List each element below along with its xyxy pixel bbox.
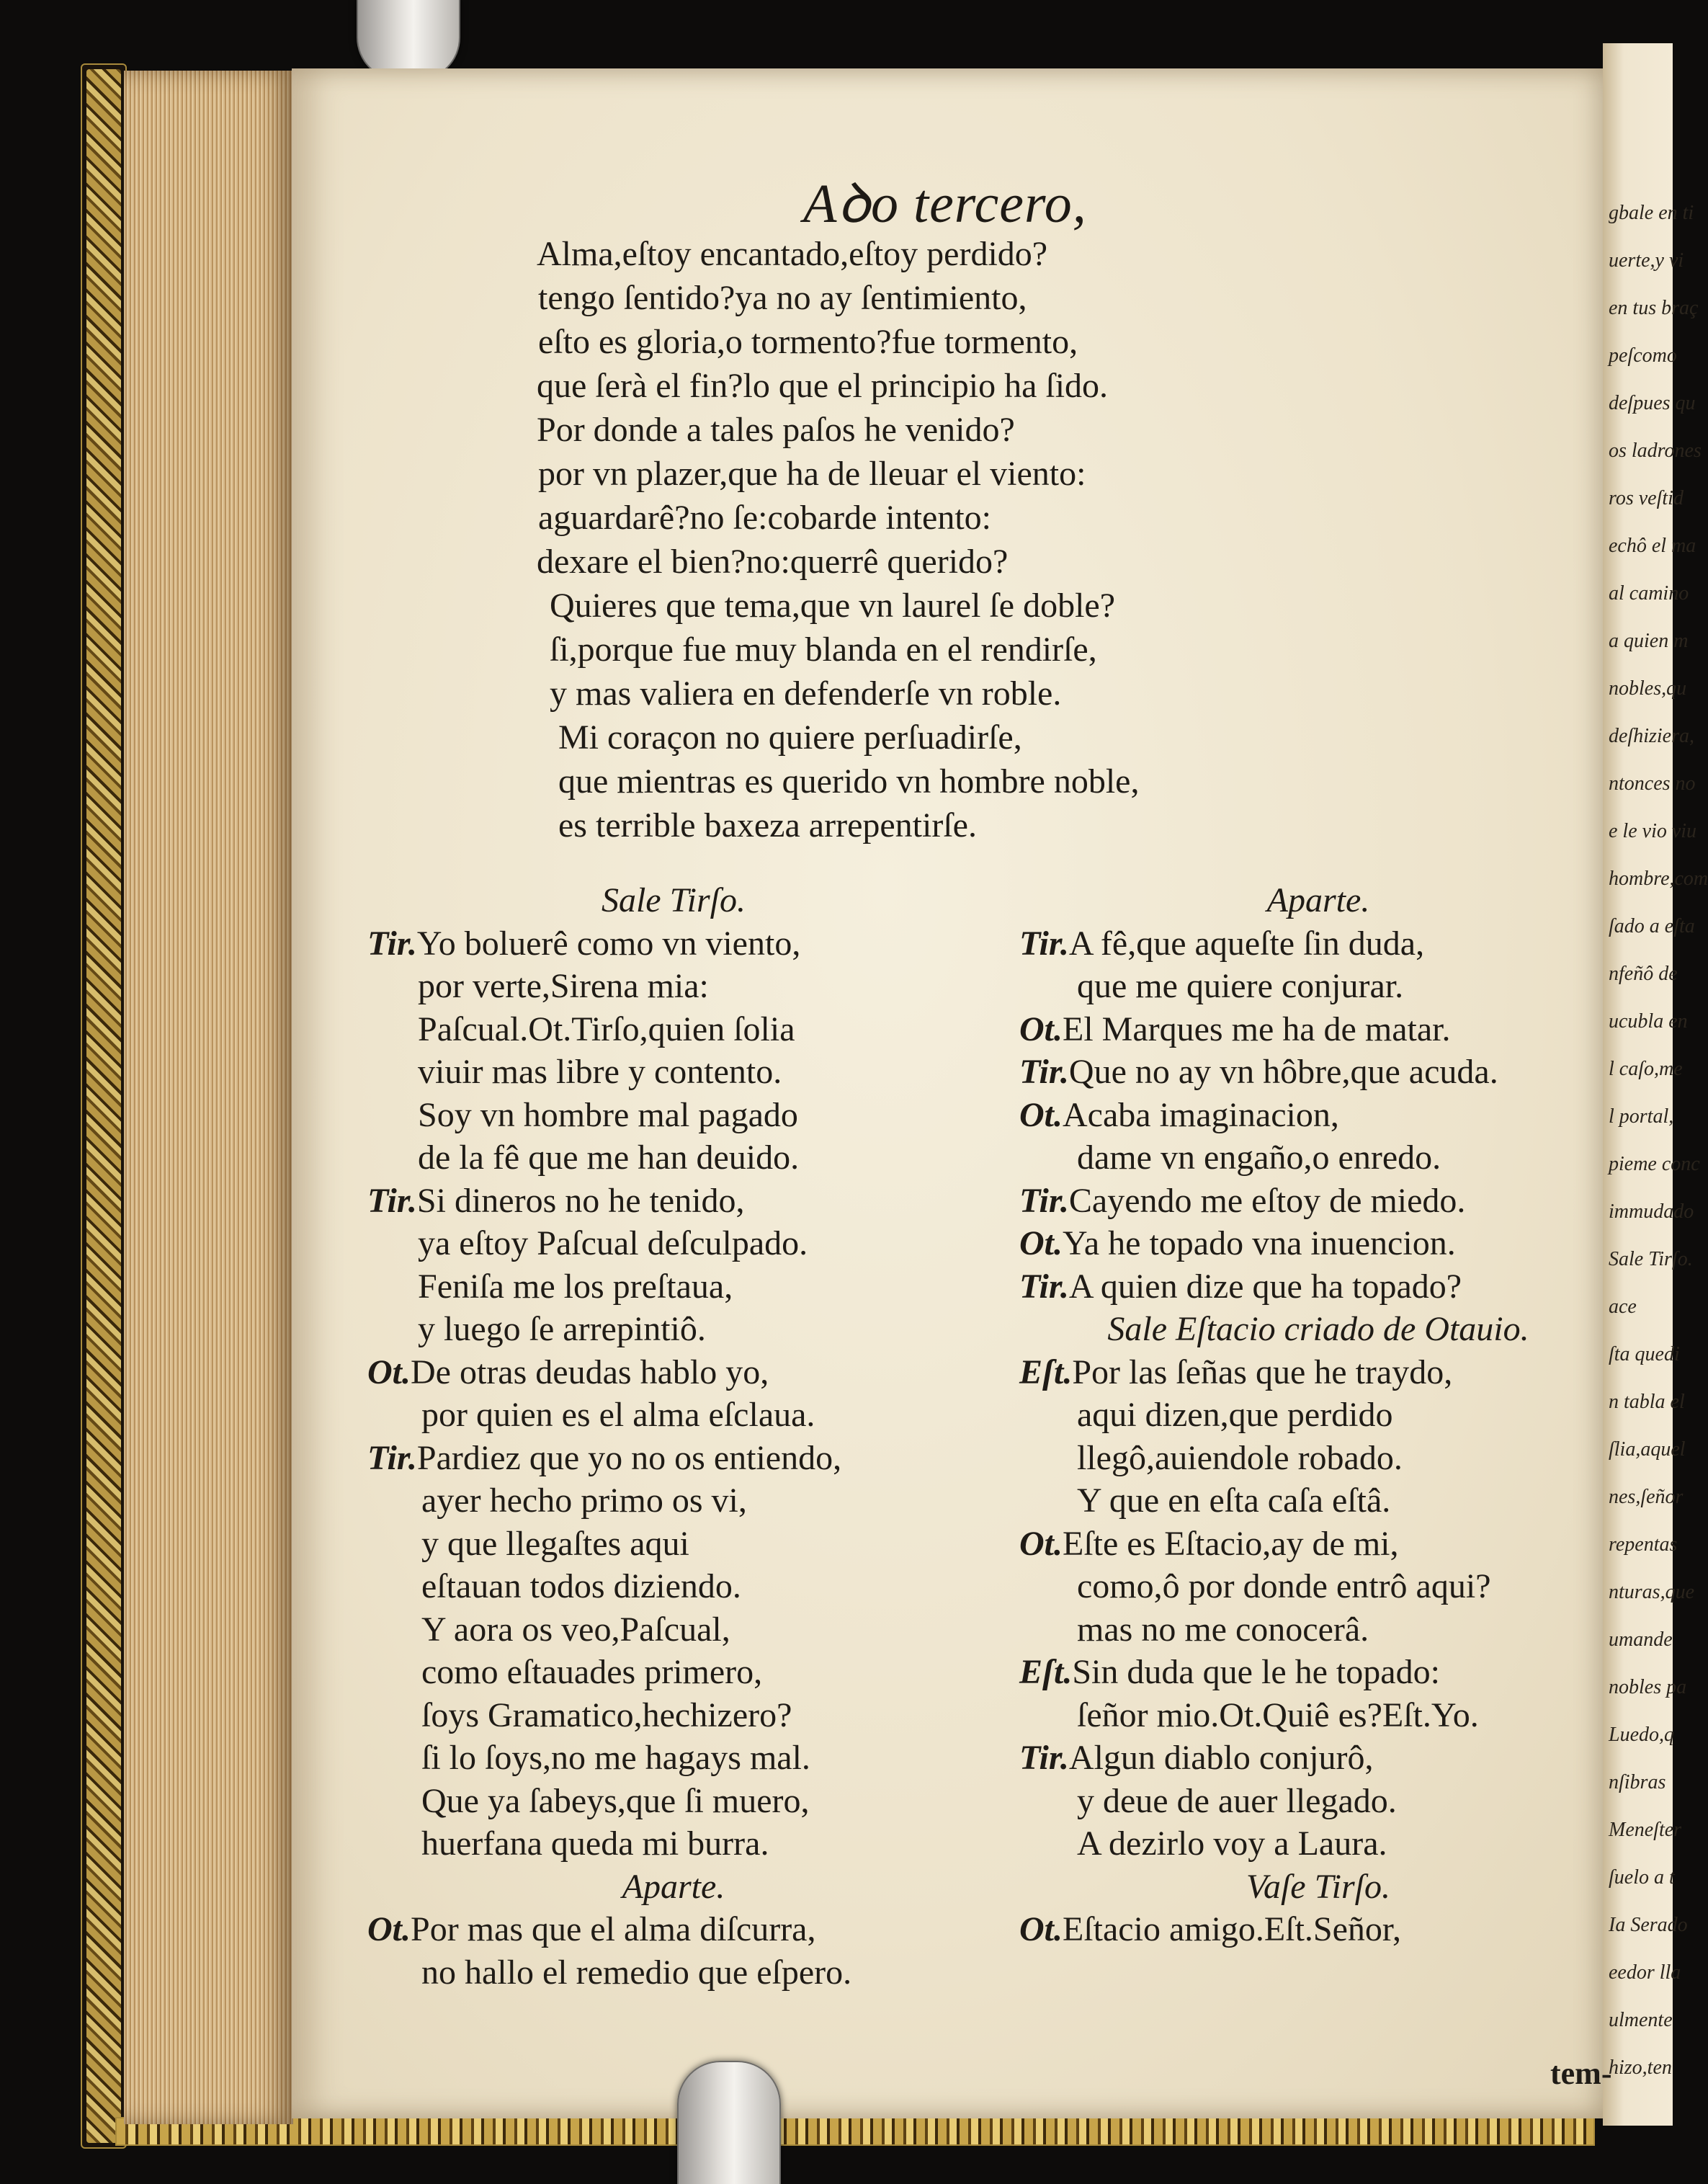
dialogue-text: Acaba imaginacion,: [1063, 1095, 1339, 1134]
facing-page-fragment: nobles,qu: [1609, 677, 1687, 700]
verse-line: es terrible baxeza arrepentirſe.: [558, 806, 977, 844]
facing-page-fragment: nturas,que: [1609, 1581, 1694, 1603]
facing-page-fragment: nobles pa: [1609, 1676, 1687, 1698]
left-column: [367, 879, 980, 1994]
facing-page-fragment: gbale en ti: [1609, 202, 1694, 224]
facing-page-fragment: ſuelo a t: [1609, 1866, 1675, 1889]
speaker-label: Ot.: [367, 1910, 411, 1948]
facing-page-fragment: ntonces no: [1609, 772, 1696, 795]
verse-line: ſi,porque fue muy blanda en el rendirſe,: [550, 630, 1097, 669]
dialogue-line: [1019, 922, 1617, 966]
dialogue-line: [367, 1437, 980, 1480]
facing-page-fragment: Luedo,q: [1609, 1724, 1674, 1746]
facing-page-fragment: repentas: [1609, 1533, 1678, 1556]
dialogue-line: [367, 1351, 980, 1394]
running-heading: Aꝺo tercero,: [803, 174, 1087, 234]
dialogue-text: Cayendo me eſtoy de miedo.: [1068, 1181, 1466, 1220]
stage-direction: Sale Tirſo.: [601, 881, 746, 919]
dialogue-line: [1019, 1908, 1617, 1951]
dialogue-line: [1019, 1180, 1617, 1223]
facing-page-fragment: n tabla el: [1609, 1391, 1685, 1413]
speaker-label: Tir.: [1019, 924, 1069, 963]
facing-page-fragment: immudado: [1609, 1200, 1694, 1223]
dialogue-continuation: ſi lo ſoys,no me hagays mal.: [421, 1739, 810, 1777]
speaker-label: Ot.: [1019, 1009, 1063, 1048]
facing-page-fragment: hombre,com: [1609, 868, 1708, 890]
dialogue-line: [367, 1180, 980, 1223]
dialogue-continuation: Que ya ſabeys,que ſi muero,: [421, 1781, 810, 1820]
dialogue-text: Sin duda que le he topado:: [1072, 1653, 1440, 1691]
dialogue-continuation: como,ô por donde entrô aqui?: [1077, 1567, 1491, 1605]
dialogue-continuation: Y aora os veo,Paſcual,: [421, 1610, 730, 1649]
dialogue-line: [1019, 1351, 1617, 1394]
dialogue-continuation: Paſcual.Ot.Tirſo,quien ſolia: [418, 1009, 795, 1048]
verse-line: Alma,eſtoy encantado,eſtoy perdido?: [537, 235, 1048, 273]
right-column: [1019, 879, 1617, 1951]
book-cover-gilt-edge: [81, 63, 127, 2149]
verse-line: que mientras es querido vn hombre noble,: [558, 762, 1140, 801]
dialogue-line: [1019, 1094, 1617, 1137]
stage-direction: Aparte.: [622, 1867, 725, 1906]
verse-line: Por donde a tales paſos he venido?: [537, 411, 1015, 449]
page-clip-bottom: [677, 2061, 781, 2184]
verse-line: tengo ſentido?ya no ay ſentimiento,: [538, 279, 1027, 317]
facing-page-fragment: l caſo,me: [1609, 1058, 1683, 1080]
dialogue-text: Yo boluerê como vn viento,: [416, 924, 801, 963]
facing-page-fragment: hizo,ten: [1609, 2056, 1672, 2079]
verse-line: Mi coraçon no quiere perſuadirſe,: [558, 718, 1022, 757]
dialogue-continuation: ſoys Gramatico,hechizero?: [421, 1695, 792, 1734]
verse-line: eſto es gloria,o tormento?fue tormento,: [538, 323, 1078, 361]
dialogue-continuation: y deue de auer llegado.: [1077, 1781, 1397, 1820]
dialogue-continuation: ſeñor mio.Ot.Quiê es?Eſt.Yo.: [1077, 1695, 1479, 1734]
dialogue-text: El Marques me ha de matar.: [1063, 1009, 1451, 1048]
facing-page-fragment: os ladrones: [1609, 440, 1702, 462]
dialogue-continuation: dame vn engaño,o enredo.: [1077, 1138, 1441, 1177]
speaker-label: Tir.: [1019, 1181, 1069, 1220]
speaker-label: Tir.: [1019, 1739, 1069, 1777]
speaker-label: Ot.: [1019, 1095, 1063, 1134]
dialogue-continuation: por quien es el alma eſclaua.: [421, 1396, 815, 1434]
dialogue-line: [1019, 1265, 1617, 1309]
facing-page-fragment: l portal,: [1609, 1105, 1674, 1128]
dialogue-continuation: A dezirlo voy a Laura.: [1077, 1824, 1387, 1863]
dialogue-line: [1019, 1651, 1617, 1694]
facing-page-fragment: a quien m: [1609, 630, 1689, 652]
dialogue-continuation: viuir mas libre y contento.: [418, 1053, 782, 1091]
dialogue-line: [367, 922, 980, 966]
verse-line: aguardarê?no ſe:cobarde intento:: [538, 499, 992, 537]
dialogue-continuation: Y que en eſta caſa eſtâ.: [1077, 1481, 1391, 1520]
dialogue-line: [1019, 1737, 1617, 1780]
dialogue-text: De otras deudas hablo yo,: [411, 1352, 769, 1391]
dialogue-text: Ya he topado vna inuencion.: [1063, 1224, 1456, 1262]
dialogue-continuation: ya eſtoy Paſcual deſculpado.: [418, 1224, 808, 1262]
verse-line: por vn plazer,que ha de lleuar el viento:: [538, 455, 1086, 493]
facing-page-fragment: nſibras: [1609, 1771, 1666, 1793]
facing-page-fragment: en tus braç: [1609, 297, 1699, 319]
facing-page-fragment: deſhiziera,: [1609, 725, 1694, 747]
dialogue-text: Eſte es Eſtacio,ay de mi,: [1063, 1524, 1399, 1563]
facing-page-fragment: al camino: [1609, 582, 1689, 605]
dialogue-text: Pardiez que yo no os entiendo,: [416, 1438, 842, 1477]
dialogue-continuation: ayer hecho primo os vi,: [421, 1481, 747, 1520]
dialogue-line: [1019, 1222, 1617, 1265]
facing-page-fragment: e le vio viu: [1609, 820, 1697, 842]
speaker-label: Tir.: [1019, 1267, 1069, 1306]
speaker-label: Ot.: [1019, 1524, 1063, 1563]
dialogue-continuation: no hallo el remedio que eſpero.: [421, 1953, 852, 1992]
facing-page-fragment: ſado a eſta: [1609, 915, 1695, 937]
speaker-label: Tir.: [1019, 1053, 1069, 1091]
page-block-edges: [124, 71, 293, 2124]
speaker-label: Eſt.: [1019, 1352, 1073, 1391]
facing-page-fragment: peſcomo: [1609, 344, 1677, 367]
dialogue-text: Que no ay vn hôbre,que acuda.: [1068, 1053, 1498, 1091]
dialogue-continuation: que me quiere conjurar.: [1077, 967, 1404, 1005]
dialogue-text: Por mas que el alma diſcurra,: [411, 1910, 816, 1948]
dialogue-continuation: y que llegaſtes aqui: [421, 1524, 689, 1563]
stage-direction: Vaſe Tirſo.: [1246, 1867, 1391, 1906]
dialogue-continuation: Feniſa me los preſtaua,: [418, 1267, 733, 1306]
facing-page-fragment: ulmente: [1609, 2009, 1673, 2031]
facing-page-fragment: pieme conc: [1609, 1153, 1700, 1175]
facing-page-fragment: nfeñô de: [1609, 963, 1678, 985]
dialogue-continuation: eſtauan todos diziendo.: [421, 1567, 741, 1605]
facing-page-fragment: ucubla en: [1609, 1010, 1688, 1033]
dialogue-continuation: como eſtauades primero,: [421, 1653, 763, 1691]
verse-line: que ſerà el fin?lo que el principio ha ſido.: [537, 367, 1109, 405]
speaker-label: Ot.: [1019, 1910, 1063, 1948]
dialogue-continuation: por verte,Sirena mia:: [418, 967, 709, 1005]
speaker-label: Tir.: [367, 1438, 417, 1477]
verse-line: Quieres que tema,que vn laurel ſe doble?: [550, 587, 1116, 625]
sonnet-block: [537, 232, 1401, 847]
catchword: tem-: [1550, 2056, 1612, 2091]
facing-page-fragment: uerte,y vi: [1609, 249, 1684, 272]
facing-page-fragment: Sale Tirſo.: [1609, 1248, 1693, 1270]
dialogue-continuation: huerfana queda mi burra.: [421, 1824, 769, 1863]
dialogue-text: Eſtacio amigo.Eſt.Señor,: [1063, 1910, 1401, 1948]
dialogue-continuation: de la fê que me han deuido.: [418, 1138, 800, 1177]
facing-page-fragment: Ia Serado: [1609, 1914, 1688, 1936]
dialogue-text: Algun diablo conjurô,: [1068, 1739, 1374, 1777]
dialogue-continuation: aqui dizen,que perdido: [1077, 1396, 1393, 1434]
speaker-label: Eſt.: [1019, 1653, 1073, 1691]
dialogue-continuation: mas no me conocerâ.: [1077, 1610, 1369, 1649]
dialogue-text: A fê,que aqueſte ſin duda,: [1068, 924, 1425, 963]
dialogue-continuation: y luego ſe arrepintiô.: [418, 1310, 706, 1348]
verse-line: dexare el bien?no:querrê querido?: [537, 543, 1009, 581]
dialogue-text: A quien dize que ha topado?: [1068, 1267, 1462, 1306]
dialogue-line: [367, 1908, 980, 1951]
facing-page-fragment: nes,ſeñor: [1609, 1486, 1684, 1508]
facing-page-fragment: ſlia,aquel: [1609, 1438, 1686, 1461]
stage-direction: Sale Eſtacio criado de Otauio.: [1107, 1310, 1529, 1348]
dialogue-line: [1019, 1008, 1617, 1051]
dialogue-line: [1019, 1523, 1617, 1566]
dialogue-continuation: llegô,auiendole robado.: [1077, 1438, 1403, 1477]
book-cover-gilt-bottom: [115, 2117, 1595, 2146]
facing-page-fragment: eedor lla: [1609, 1961, 1681, 1984]
speaker-label: Tir.: [367, 924, 417, 963]
facing-page-fragment: ros veſtid: [1609, 487, 1684, 509]
dialogue-continuation: Soy vn hombre mal pagado: [418, 1095, 798, 1134]
speaker-label: Ot.: [1019, 1224, 1063, 1262]
facing-page-fragment: Meneſter: [1609, 1819, 1682, 1841]
verse-line: y mas valiera en defenderſe vn roble.: [550, 674, 1062, 713]
speaker-label: Tir.: [367, 1181, 417, 1220]
dialogue-line: [1019, 1051, 1617, 1094]
facing-page-fragment: umande: [1609, 1628, 1673, 1651]
facing-page-fragment: ſta quedi: [1609, 1343, 1680, 1365]
facing-page-fragment: echô el ma: [1609, 535, 1696, 557]
facing-page-fragment: deſpues qu: [1609, 392, 1696, 414]
dialogue-text: Si dineros no he tenido,: [416, 1181, 745, 1220]
dialogue-text: Por las ſeñas que he traydo,: [1072, 1352, 1453, 1391]
stage-direction: Aparte.: [1266, 881, 1370, 919]
facing-page-fragment: ace: [1609, 1296, 1637, 1318]
speaker-label: Ot.: [367, 1352, 411, 1391]
